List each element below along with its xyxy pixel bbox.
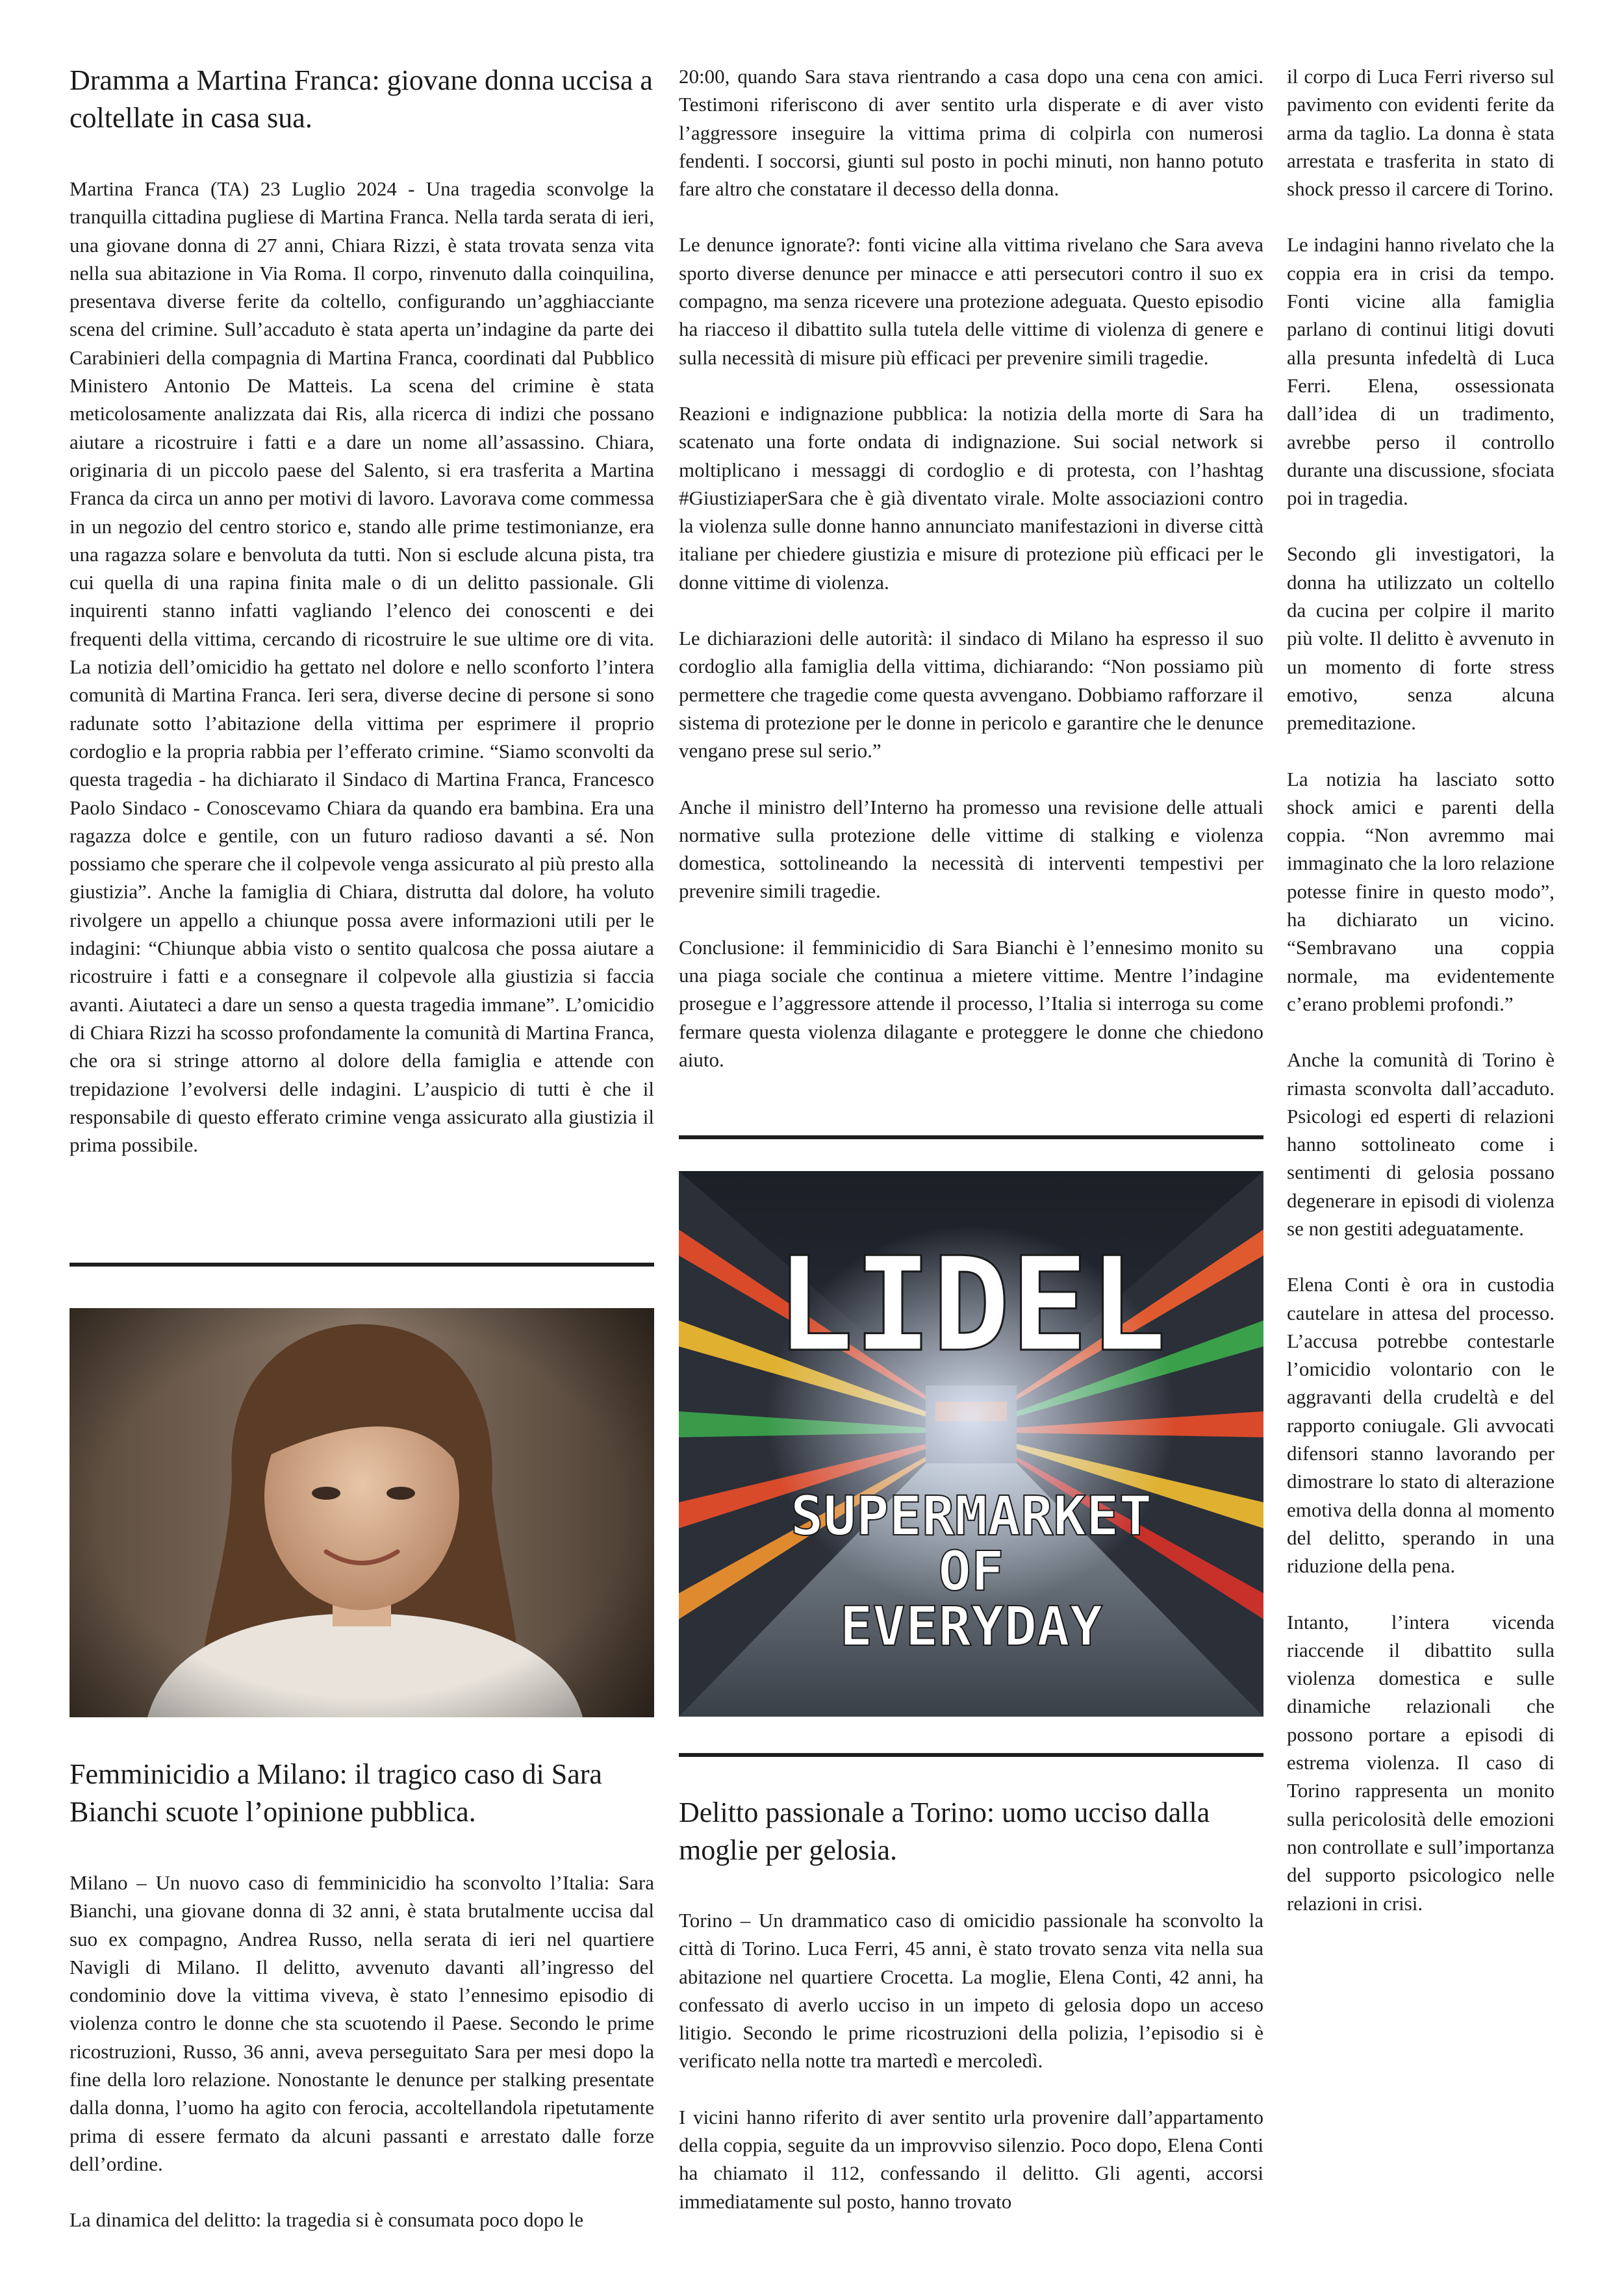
paragraph: Conclusione: il femminicidio di Sara Bianchi è l’ennesimo monito su una piaga sociale che continua a mietere vittime. Mentre l’indagine prosegue e l’aggressore attende il processo, l’Italia si interroga su come fermare questa violenza dilagante e proteggere le donne che chiedono aiuto. <box>679 935 1263 1071</box>
headline-torino: Delitto passionale a Torino: uomo ucciso dalla moglie per gelosia. <box>679 1797 1210 1866</box>
paragraph: Martina Franca (TA) 23 Luglio 2024 - Una tragedia sconvolge la tranquilla cittadina pugliese di Martina Franca. Nella tarda serata di ieri, una giovane donna di 27 anni, Chiara Rizzi, è stata trovata senza vita nella sua abitazione in Via Roma. Il corpo, rinvenuto dalla coinquilina, presentava diverse ferite da coltello, configurando un’agghiacciante scena del crimine. Sull’accaduto è stata aperta un’indagine da parte dei Carabinieri della compagnia di Martina Franca, coordinati dal Pubblico Ministero Antonio De Matteis. La scena del crimine è stata meticolosamente analizzata dai Ris, alla ricerca di indizi che possano aiutare a ricostruire i fatti e a dare un nome all’assassino. Chiara, originaria di un piccolo paese del Salento, si era trasferita a Martina Franca da circa un anno per motivi di lavoro. Lavorava come commessa in un negozio del centro storico e, stando alle prime testimonianze, era una ragazza solare e benvoluta da tutti. Non si esclude alcuna pista, tra cui quella di una rapina finita male o di un delitto passionale. Gli inquirenti stanno infatti vagliando l’elenco dei conoscenti e dei frequenti della vittima, cercando di ricostruire le sue ultime ore di vita. La notizia dell’omicidio ha gettato nel dolore e nello sconforto l’intera comunità di Martina Franca. Ieri sera, diverse decine di persone si sono radunate sotto l’abitazione della vittima per esprimere il proprio cordoglio e la propria rabbia per l’efferato crimine. “Siamo sconvolti da questa tragedia - ha dichiarato il Sindaco di Martina Franca, Francesco Paolo Sindaco - Conoscevamo Chiara da quando era bambina. Era una ragazza dolce e gentile, con un futuro radioso davanti a sé. Non possiamo che sperare che il colpevole venga assicurato al più presto alla giustizia”. Anche la famiglia di Chiara, distrutta dal dolore, ha voluto rivolgere un appello a chiunque possa avere informazioni utili per le indagini: “Chiunque abbia visto o sentito qualcosa che possa aiutare a ricostruire i fatti e a consegnare il colpevole alla giustizia si faccia avanti. Aiutateci a dare un senso a questa tragedia immane”. L’omicidio di Chiara Rizzi ha scosso profondamente la comunità di Martina Franca, che ora si stringe attorno al dolore della famiglia e attende con trepidazione l’evolversi delle indagini. L’auspicio di tutti è che il responsabile di questo efferato crimine venga assicurato alla giustizia il prima possibile. <box>70 177 654 1157</box>
paragraph: Elena Conti è ora in custodia cautelare in attesa del processo. L’accusa potrebbe contestarle l’omicidio volontario con le aggravanti della crudeltà e del rapporto coniugale. Gli avvocati difensori stanno lavorando per dimostrare lo stato di alterazione emotiva della donna al momento del delitto, sperando in una riduzione della pena. <box>1287 1273 1554 1578</box>
article-body-martina-franca <box>70 175 654 1159</box>
paragraph: Reazioni e indignazione pubblica: la notizia della morte di Sara ha scatenato una forte ondata di indignazione. Sui social network si moltiplicano i messaggi di cordoglio e di protesta, con l’hashtag #GiustiziaperSara che è già diventato virale. Molte associazioni contro la violenza sulle donne hanno annunciato manifestazioni in diverse città italiane per chiedere giustizia e misure di protezione più efficaci per le donne vittime di violenza. <box>679 401 1263 594</box>
paragraph: 20:00, quando Sara stava rientrando a casa dopo una cena con amici. Testimoni riferiscono di aver sentito urla disperate e di aver visto l’aggressore inseguire la vittima prima di colpirla con numerosi fendenti. I soccorsi, giunti sul posto in pochi minuti, non hanno potuto fare altro che constatare il decesso della donna. <box>679 65 1263 201</box>
paragraph: Anche il ministro dell’Interno ha promesso una revisione delle attuali normative sulla protezione delle vittime di stalking e violenza domestica, sottolineando la necessità di interventi tempestivi per prevenire simili tragedie. <box>679 795 1263 903</box>
paragraph: Intanto, l’intera vicenda riaccende il dibattito sulla violenza domestica e sulle dinamiche relazionali che possono portare a episodi di estrema violenza. Il caso di Torino rappresenta un monito sulla pericolosità delle emozioni non controllate e sull’importanza del supporto psicologico nelle relazioni in crisi. <box>1287 1610 1554 1915</box>
section-divider <box>70 1263 654 1267</box>
ad-tagline-3: EVERYDAY <box>839 1595 1103 1658</box>
paragraph: Milano – Un nuovo caso di femminicidio ha sconvolto l’Italia: Sara Bianchi, una giovane donna di 32 anni, è stata brutalmente uccisa dal suo ex compagno, Andrea Russo, nella serata di ieri nel quartiere Navigli di Milano. Il delitto, avvenuto davanti all’ingresso del condominio dove la vittima viveva, è stato l’ennesimo episodio di violenza contro le donne che sta scuotendo il Paese. Secondo le prime ricostruzioni, Russo, 36 anni, aveva perseguitato Sara per mesi dopo la fine della loro relazione. Nonostante le denunce per stalking presentate dalla donna, l’uomo ha agito con ferocia, accoltellandola ripetutamente prima di essere fermato da alcuni passanti e arrestato dalle forze dell’ordine. <box>70 1871 654 2175</box>
paragraph: La notizia ha lasciato sotto shock amici e parenti della coppia. “Non avremmo mai immaginato che la loro relazione potesse finire in questo modo”, ha dichiarato un vicino. “Sembravano una coppia normale, ma evidentemente c’erano problemi profondi.” <box>1287 767 1554 1015</box>
paragraph: Secondo gli investigatori, la donna ha utilizzato un coltello da cucina per colpire il marito più volte. Il delitto è avvenuto in un momento di forte stress emotivo, senza alcuna premeditazione. <box>1287 542 1554 735</box>
headline-martina-franca: Dramma a Martina Franca: giovane donna uccisa a coltellate in casa sua. <box>70 64 653 134</box>
supermarket-advertisement <box>679 1171 1263 1717</box>
paragraph: Le dichiarazioni delle autorità: il sindaco di Milano ha espresso il suo cordoglio alla famiglia della vittima, dichiarando: “Non possiamo più permettere che tragedie come questa avvengano. Dobbiamo rafforzare il sistema di protezione per le donne in pericolo e garantire che le denunce vengano prese sul serio.” <box>679 627 1263 763</box>
article-body-milano-continued <box>679 62 1263 1074</box>
paragraph: Torino – Un drammatico caso di omicidio passionale ha sconvolto la città di Torino. Luca Ferri, 45 anni, è stato trovato senza vita nella sua abitazione nel quartiere Crocetta. La moglie, Elena Conti, 42 anni, ha confessato di averlo ucciso in un impeto di gelosia dopo un acceso litigio. Secondo le prime ricostruzioni della polizia, l’episodio si è verificato nella notte tra martedì e mercoledì. <box>679 1909 1263 2073</box>
ad-tagline-2: OF <box>938 1539 1004 1603</box>
paragraph: il corpo di Luca Ferri riverso sul pavimento con evidenti ferite da arma da taglio. La donna è stata arrestata e trasferita in stato di shock presso il carcere di Torino. <box>1287 65 1554 201</box>
paragraph: Anche la comunità di Torino è rimasta sconvolta dall’accaduto. Psicologi ed esperti di relazioni hanno sottolineato come i sentimenti di gelosia possano degenerare in episodi di violenza se non gestiti adeguatamente. <box>1287 1048 1554 1240</box>
article-body-torino-continued <box>1287 62 1554 1917</box>
headline-milano: Femminicidio a Milano: il tragico caso di Sara Bianchi scuote l’opinione pubblica. <box>70 1758 602 1828</box>
paragraph: Le indagini hanno rivelato che la coppia era in crisi da tempo. Fonti vicine alla famiglia parlano di continui litigi dovuti alla presunta infedeltà di Luca Ferri. Elena, ossessionata dall’idea di un tradimento, avrebbe perso il controllo durante una discussione, sfociata poi in tragedia. <box>1287 233 1554 510</box>
portrait-photo <box>70 1308 654 1717</box>
paragraph: La dinamica del delitto: la tragedia si è consumata poco dopo le <box>70 2208 584 2232</box>
ad-title: LIDEL <box>775 1230 1167 1381</box>
article-body-torino <box>679 1906 1263 2215</box>
article-body-milano <box>70 1869 654 2234</box>
paragraph: I vicini hanno riferito di aver sentito urla provenire dall’appartamento della coppia, seguite da un improvviso silenzio. Poco dopo, Elena Conti ha chiamato il 112, confessando il delitto. Gli agenti, accorsi immediatamente sul posto, hanno trovato <box>679 2105 1263 2213</box>
paragraph: Le denunce ignorate?: fonti vicine alla vittima rivelano che Sara aveva sporto diverse denunce per minacce e atti persecutori contro il suo ex compagno, ma senza ricevere una protezione adeguata. Questo episodio ha riacceso il dibattito sulla tutela delle vittime di violenza di genere e sulla necessità di misure più efficaci per prevenire simili tragedie. <box>679 233 1263 369</box>
section-divider <box>679 1135 1263 1139</box>
section-divider <box>679 1753 1263 1757</box>
ad-tagline-1: SUPERMARKET <box>790 1484 1152 1548</box>
